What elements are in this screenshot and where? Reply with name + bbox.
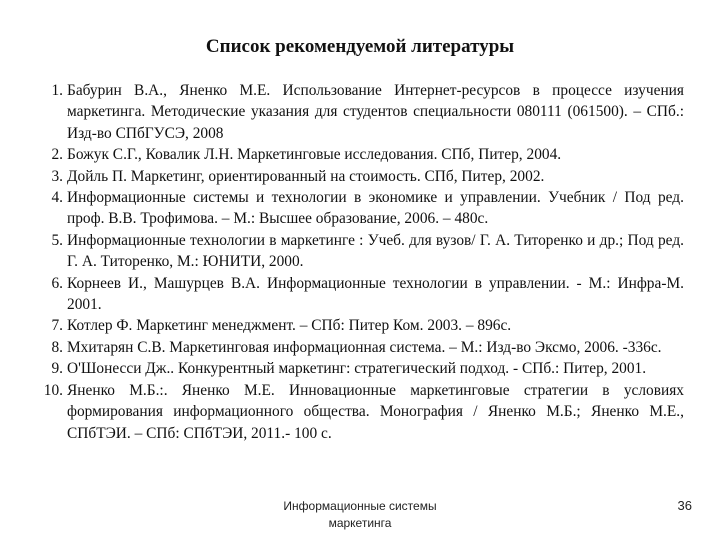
reference-item [32,273,684,316]
reference-number: 3. [51,167,63,185]
reference-text: Яненко М.Б.:. Яненко М.Е. Инновационные маркетинговые стратегии в условиях формирования информационного общества. Монография / Яненко М.Б.; Яненко М.Е., СПбТЭИ. – СПб: СПбТЭИ, 2011.- 100 с. [67,381,684,442]
footer-line-2: маркетинга [328,516,392,530]
reference-item [32,358,684,379]
reference-text: Информационные технологии в маркетинге : Учеб. для вузов/ Г. А. Титоренко и др.; Под ред. Г. А. Титоренко, М.: ЮНИТИ, 2000. [67,231,684,271]
reference-item [32,380,684,444]
reference-item [32,315,684,336]
reference-number: 1. [51,82,63,99]
reference-number: 6. [51,274,63,292]
footer-line-1: Информационные системы [283,499,437,513]
reference-number: 5. [51,231,63,249]
page-number: 36 [677,498,692,513]
reference-item [32,166,684,187]
reference-text: Мхитарян С.В. Маркетинговая информационная система. – М.: Изд-во Эксмо, 2006. -336с. [67,338,662,356]
reference-number: 2. [51,146,63,164]
reference-text: Бабурин В.А., Яненко М.Е. Использование Интернет-ресурсов в процессе изучения маркетинга. Методические указания для студентов специальности 080111 (061500). – СПб.: Изд-во СПбГУСЭ, 2008 [67,82,684,142]
reference-number: 7. [51,317,63,335]
reference-item [32,337,684,358]
reference-text: Божук С.Г., Ковалик Л.Н. Маркетинговые исследования. СПб, Питер, 2004. [67,146,562,164]
reference-text: Котлер Ф. Маркетинг менеджмент. – СПб: Питер Ком. 2003. – 896с. [67,317,512,335]
reference-item [32,187,684,230]
reference-text: Корнеев И., Машурцев В.А. Информационные технологии в управлении. - М.: Инфра-М. 2001. [67,274,684,314]
reference-list [32,80,684,444]
reference-text: О'Шонесси Дж.. Конкурентный маркетинг: стратегический подход. - СПб.: Питер, 2001. [67,360,647,378]
reference-text: Дойль П. Маркетинг, ориентированный на стоимость. СПб, Питер, 2002. [67,167,545,185]
reference-item [32,80,684,144]
footer-caption [250,498,470,532]
reference-number: 9. [51,360,63,378]
reference-item [32,144,684,165]
reference-text: Информационные системы и технологии в экономике и управлении. Учебник / Под ред. проф. В.В. Трофимова. – М.: Высшее образование, 2006. – 480с. [67,189,684,228]
reference-number: 4. [51,189,63,207]
reference-number: 8. [51,338,63,356]
reference-number: 10. [43,381,63,399]
reference-item [32,230,684,273]
page-title: Список рекомендуемой литературы [205,36,515,57]
